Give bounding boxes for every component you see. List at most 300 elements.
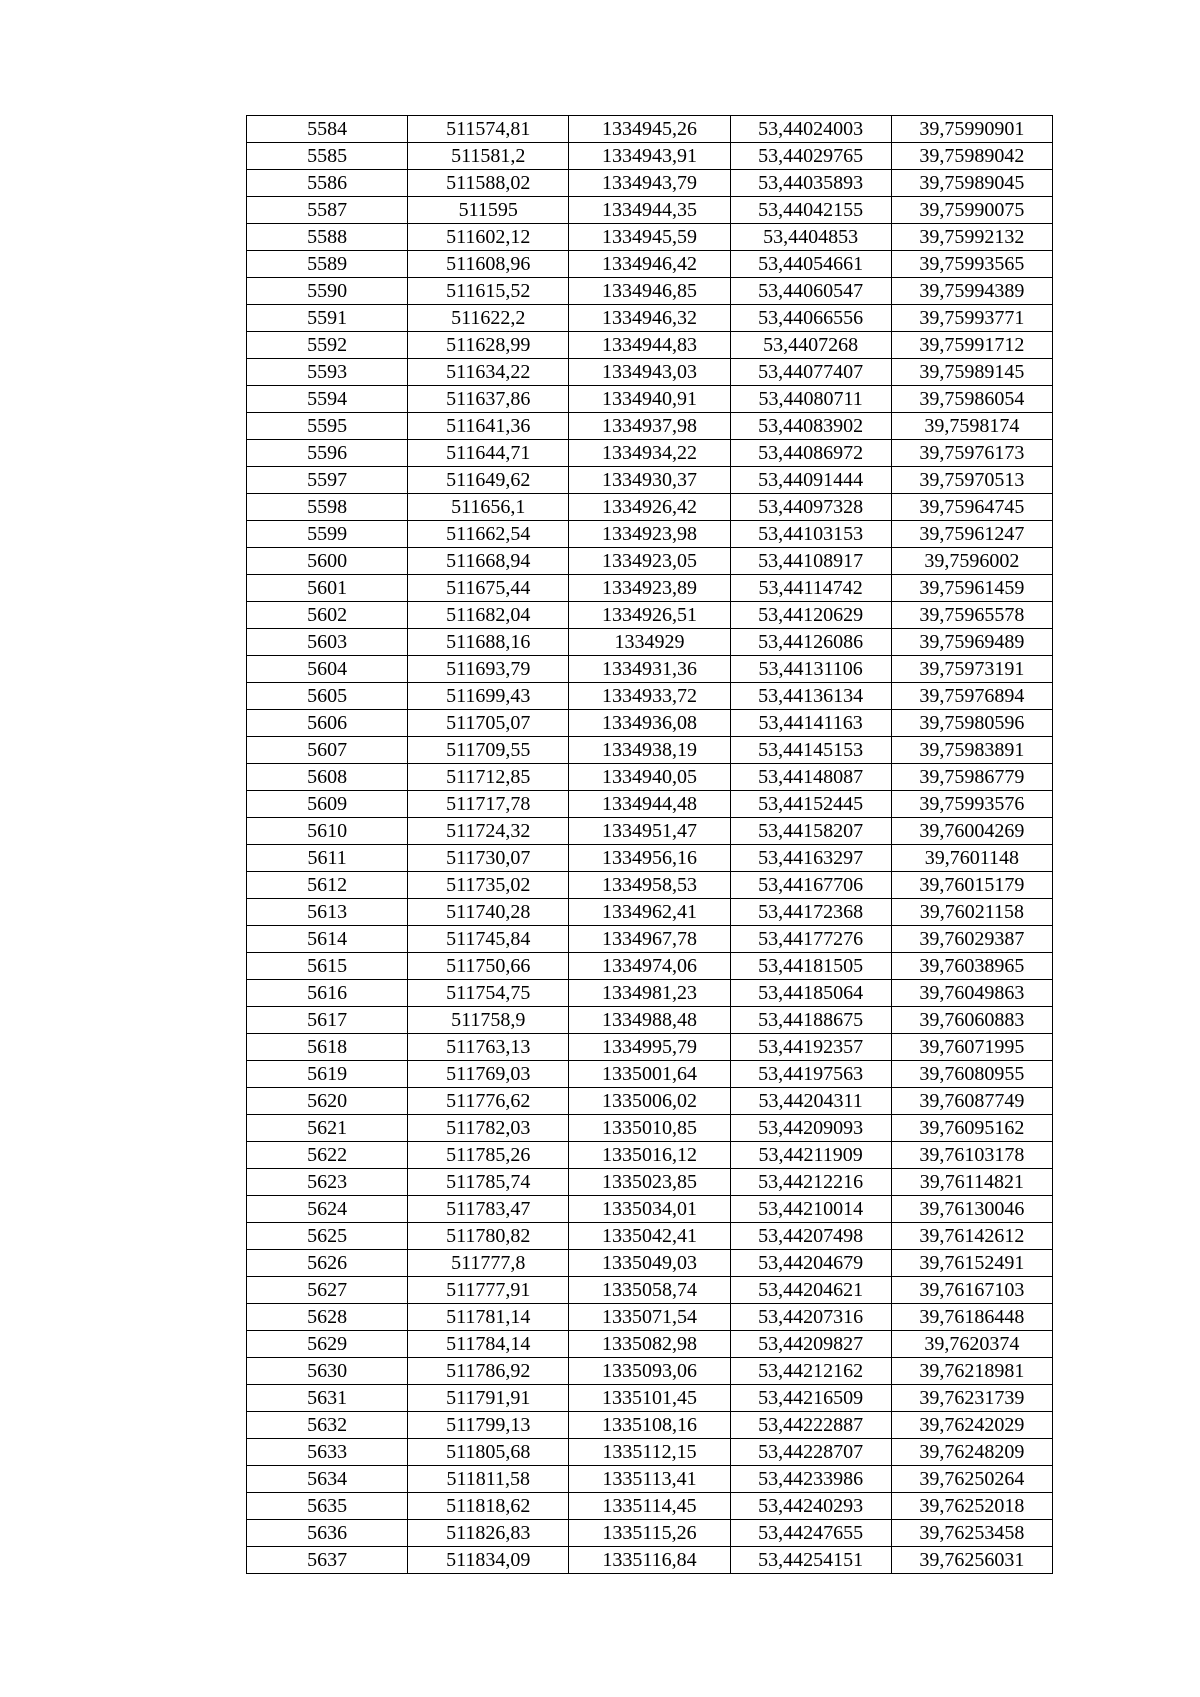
y-coordinate-cell: 1335006,02 — [569, 1088, 730, 1115]
point-number-cell: 5585 — [247, 143, 408, 170]
y-coordinate-cell: 1334956,16 — [569, 845, 730, 872]
point-number-cell: 5603 — [247, 629, 408, 656]
x-coordinate-cell: 511763,13 — [408, 1034, 569, 1061]
longitude-cell: 39,75991712 — [891, 332, 1052, 359]
point-number-cell: 5586 — [247, 170, 408, 197]
x-coordinate-cell: 511595 — [408, 197, 569, 224]
y-coordinate-cell: 1334936,08 — [569, 710, 730, 737]
point-number-cell: 5599 — [247, 521, 408, 548]
y-coordinate-cell: 1334933,72 — [569, 683, 730, 710]
y-coordinate-cell: 1334943,03 — [569, 359, 730, 386]
latitude-cell: 53,44222887 — [730, 1412, 891, 1439]
y-coordinate-cell: 1334923,98 — [569, 521, 730, 548]
table-row — [247, 1304, 1053, 1331]
x-coordinate-cell: 511769,03 — [408, 1061, 569, 1088]
longitude-cell: 39,76252018 — [891, 1493, 1052, 1520]
longitude-cell: 39,75993771 — [891, 305, 1052, 332]
latitude-cell: 53,44204621 — [730, 1277, 891, 1304]
x-coordinate-cell: 511682,04 — [408, 602, 569, 629]
longitude-cell: 39,76242029 — [891, 1412, 1052, 1439]
longitude-cell: 39,75969489 — [891, 629, 1052, 656]
x-coordinate-cell: 511712,85 — [408, 764, 569, 791]
longitude-cell: 39,76167103 — [891, 1277, 1052, 1304]
x-coordinate-cell: 511776,62 — [408, 1088, 569, 1115]
table-row — [247, 1331, 1053, 1358]
table-row — [247, 1466, 1053, 1493]
y-coordinate-cell: 1335010,85 — [569, 1115, 730, 1142]
longitude-cell: 39,75980596 — [891, 710, 1052, 737]
latitude-cell: 53,44141163 — [730, 710, 891, 737]
longitude-cell: 39,76029387 — [891, 926, 1052, 953]
longitude-cell: 39,76250264 — [891, 1466, 1052, 1493]
longitude-cell: 39,76095162 — [891, 1115, 1052, 1142]
longitude-cell: 39,75989145 — [891, 359, 1052, 386]
table-row — [247, 170, 1053, 197]
y-coordinate-cell: 1334945,59 — [569, 224, 730, 251]
x-coordinate-cell: 511784,14 — [408, 1331, 569, 1358]
point-number-cell: 5592 — [247, 332, 408, 359]
longitude-cell: 39,76038965 — [891, 953, 1052, 980]
longitude-cell: 39,7596002 — [891, 548, 1052, 575]
latitude-cell: 53,44029765 — [730, 143, 891, 170]
y-coordinate-cell: 1334934,22 — [569, 440, 730, 467]
latitude-cell: 53,44207498 — [730, 1223, 891, 1250]
table-row — [247, 1439, 1053, 1466]
x-coordinate-cell: 511834,09 — [408, 1547, 569, 1574]
x-coordinate-cell: 511758,9 — [408, 1007, 569, 1034]
longitude-cell: 39,76130046 — [891, 1196, 1052, 1223]
x-coordinate-cell: 511644,71 — [408, 440, 569, 467]
latitude-cell: 53,44108917 — [730, 548, 891, 575]
latitude-cell: 53,44212216 — [730, 1169, 891, 1196]
table-row — [247, 251, 1053, 278]
y-coordinate-cell: 1334940,05 — [569, 764, 730, 791]
y-coordinate-cell: 1335058,74 — [569, 1277, 730, 1304]
x-coordinate-cell: 511730,07 — [408, 845, 569, 872]
point-number-cell: 5604 — [247, 656, 408, 683]
longitude-cell: 39,75961247 — [891, 521, 1052, 548]
latitude-cell: 53,44035893 — [730, 170, 891, 197]
y-coordinate-cell: 1335071,54 — [569, 1304, 730, 1331]
table-row — [247, 1169, 1053, 1196]
y-coordinate-cell: 1334962,41 — [569, 899, 730, 926]
longitude-cell: 39,75994389 — [891, 278, 1052, 305]
y-coordinate-cell: 1334967,78 — [569, 926, 730, 953]
x-coordinate-cell: 511750,66 — [408, 953, 569, 980]
x-coordinate-cell: 511786,92 — [408, 1358, 569, 1385]
y-coordinate-cell: 1334946,42 — [569, 251, 730, 278]
table-row — [247, 332, 1053, 359]
longitude-cell: 39,75976173 — [891, 440, 1052, 467]
x-coordinate-cell: 511602,12 — [408, 224, 569, 251]
latitude-cell: 53,44209093 — [730, 1115, 891, 1142]
longitude-cell: 39,7601148 — [891, 845, 1052, 872]
point-number-cell: 5619 — [247, 1061, 408, 1088]
longitude-cell: 39,75976894 — [891, 683, 1052, 710]
table-row — [247, 1547, 1053, 1574]
y-coordinate-cell: 1334995,79 — [569, 1034, 730, 1061]
y-coordinate-cell: 1334926,51 — [569, 602, 730, 629]
latitude-cell: 53,44114742 — [730, 575, 891, 602]
latitude-cell: 53,44136134 — [730, 683, 891, 710]
point-number-cell: 5596 — [247, 440, 408, 467]
x-coordinate-cell: 511735,02 — [408, 872, 569, 899]
point-number-cell: 5606 — [247, 710, 408, 737]
x-coordinate-cell: 511785,74 — [408, 1169, 569, 1196]
latitude-cell: 53,44126086 — [730, 629, 891, 656]
x-coordinate-cell: 511628,99 — [408, 332, 569, 359]
y-coordinate-cell: 1335023,85 — [569, 1169, 730, 1196]
latitude-cell: 53,44247655 — [730, 1520, 891, 1547]
longitude-cell: 39,75990901 — [891, 116, 1052, 143]
table-row — [247, 1007, 1053, 1034]
longitude-cell: 39,76021158 — [891, 899, 1052, 926]
latitude-cell: 53,44240293 — [730, 1493, 891, 1520]
point-number-cell: 5635 — [247, 1493, 408, 1520]
longitude-cell: 39,75989045 — [891, 170, 1052, 197]
point-number-cell: 5601 — [247, 575, 408, 602]
point-number-cell: 5637 — [247, 1547, 408, 1574]
point-number-cell: 5622 — [247, 1142, 408, 1169]
y-coordinate-cell: 1334943,79 — [569, 170, 730, 197]
latitude-cell: 53,44204679 — [730, 1250, 891, 1277]
x-coordinate-cell: 511688,16 — [408, 629, 569, 656]
table-row — [247, 1088, 1053, 1115]
longitude-cell: 39,76114821 — [891, 1169, 1052, 1196]
longitude-cell: 39,75961459 — [891, 575, 1052, 602]
table-row — [247, 224, 1053, 251]
longitude-cell: 39,76071995 — [891, 1034, 1052, 1061]
latitude-cell: 53,44103153 — [730, 521, 891, 548]
point-number-cell: 5602 — [247, 602, 408, 629]
y-coordinate-cell: 1334944,48 — [569, 791, 730, 818]
latitude-cell: 53,44066556 — [730, 305, 891, 332]
table-row — [247, 683, 1053, 710]
latitude-cell: 53,44210014 — [730, 1196, 891, 1223]
longitude-cell: 39,76231739 — [891, 1385, 1052, 1412]
table-row — [247, 1493, 1053, 1520]
y-coordinate-cell: 1334945,26 — [569, 116, 730, 143]
table-row — [247, 1115, 1053, 1142]
point-number-cell: 5612 — [247, 872, 408, 899]
longitude-cell: 39,75973191 — [891, 656, 1052, 683]
x-coordinate-cell: 511709,55 — [408, 737, 569, 764]
point-number-cell: 5587 — [247, 197, 408, 224]
latitude-cell: 53,44177276 — [730, 926, 891, 953]
y-coordinate-cell: 1334944,83 — [569, 332, 730, 359]
point-number-cell: 5627 — [247, 1277, 408, 1304]
y-coordinate-cell: 1334946,32 — [569, 305, 730, 332]
x-coordinate-cell: 511588,02 — [408, 170, 569, 197]
latitude-cell: 53,44054661 — [730, 251, 891, 278]
x-coordinate-cell: 511805,68 — [408, 1439, 569, 1466]
longitude-cell: 39,75993576 — [891, 791, 1052, 818]
table-row — [247, 1277, 1053, 1304]
y-coordinate-cell: 1334938,19 — [569, 737, 730, 764]
longitude-cell: 39,75989042 — [891, 143, 1052, 170]
x-coordinate-cell: 511608,96 — [408, 251, 569, 278]
x-coordinate-cell: 511717,78 — [408, 791, 569, 818]
x-coordinate-cell: 511675,44 — [408, 575, 569, 602]
latitude-cell: 53,44152445 — [730, 791, 891, 818]
x-coordinate-cell: 511574,81 — [408, 116, 569, 143]
latitude-cell: 53,44204311 — [730, 1088, 891, 1115]
y-coordinate-cell: 1334940,91 — [569, 386, 730, 413]
table-row — [247, 926, 1053, 953]
latitude-cell: 53,44097328 — [730, 494, 891, 521]
point-number-cell: 5589 — [247, 251, 408, 278]
y-coordinate-cell: 1334951,47 — [569, 818, 730, 845]
x-coordinate-cell: 511724,32 — [408, 818, 569, 845]
latitude-cell: 53,44211909 — [730, 1142, 891, 1169]
y-coordinate-cell: 1335082,98 — [569, 1331, 730, 1358]
y-coordinate-cell: 1334930,37 — [569, 467, 730, 494]
y-coordinate-cell: 1334931,36 — [569, 656, 730, 683]
x-coordinate-cell: 511791,91 — [408, 1385, 569, 1412]
table-row — [247, 305, 1053, 332]
table-row — [247, 737, 1053, 764]
point-number-cell: 5588 — [247, 224, 408, 251]
table-row — [247, 1142, 1053, 1169]
latitude-cell: 53,44120629 — [730, 602, 891, 629]
table-row — [247, 764, 1053, 791]
point-number-cell: 5616 — [247, 980, 408, 1007]
table-row — [247, 602, 1053, 629]
x-coordinate-cell: 511699,43 — [408, 683, 569, 710]
point-number-cell: 5631 — [247, 1385, 408, 1412]
y-coordinate-cell: 1334946,85 — [569, 278, 730, 305]
latitude-cell: 53,44083902 — [730, 413, 891, 440]
x-coordinate-cell: 511637,86 — [408, 386, 569, 413]
point-number-cell: 5595 — [247, 413, 408, 440]
x-coordinate-cell: 511641,36 — [408, 413, 569, 440]
point-number-cell: 5594 — [247, 386, 408, 413]
table-row — [247, 359, 1053, 386]
point-number-cell: 5605 — [247, 683, 408, 710]
latitude-cell: 53,44145153 — [730, 737, 891, 764]
longitude-cell: 39,75964745 — [891, 494, 1052, 521]
point-number-cell: 5611 — [247, 845, 408, 872]
table-row — [247, 440, 1053, 467]
table-row — [247, 1061, 1053, 1088]
latitude-cell: 53,44192357 — [730, 1034, 891, 1061]
latitude-cell: 53,44091444 — [730, 467, 891, 494]
table-row — [247, 1250, 1053, 1277]
latitude-cell: 53,44086972 — [730, 440, 891, 467]
point-number-cell: 5633 — [247, 1439, 408, 1466]
table-row — [247, 197, 1053, 224]
longitude-cell: 39,75990075 — [891, 197, 1052, 224]
y-coordinate-cell: 1334923,89 — [569, 575, 730, 602]
longitude-cell: 39,75983891 — [891, 737, 1052, 764]
latitude-cell: 53,44131106 — [730, 656, 891, 683]
table-row — [247, 791, 1053, 818]
x-coordinate-cell: 511693,79 — [408, 656, 569, 683]
point-number-cell: 5597 — [247, 467, 408, 494]
y-coordinate-cell: 1334944,35 — [569, 197, 730, 224]
table-row — [247, 1385, 1053, 1412]
longitude-cell: 39,76142612 — [891, 1223, 1052, 1250]
latitude-cell: 53,4404853 — [730, 224, 891, 251]
table-row — [247, 1412, 1053, 1439]
y-coordinate-cell: 1335112,15 — [569, 1439, 730, 1466]
latitude-cell: 53,4407268 — [730, 332, 891, 359]
x-coordinate-cell: 511799,13 — [408, 1412, 569, 1439]
latitude-cell: 53,44185064 — [730, 980, 891, 1007]
y-coordinate-cell: 1334923,05 — [569, 548, 730, 575]
x-coordinate-cell: 511826,83 — [408, 1520, 569, 1547]
point-number-cell: 5630 — [247, 1358, 408, 1385]
latitude-cell: 53,44077407 — [730, 359, 891, 386]
table-row — [247, 575, 1053, 602]
longitude-cell: 39,75970513 — [891, 467, 1052, 494]
point-number-cell: 5620 — [247, 1088, 408, 1115]
latitude-cell: 53,44207316 — [730, 1304, 891, 1331]
y-coordinate-cell: 1335116,84 — [569, 1547, 730, 1574]
latitude-cell: 53,44167706 — [730, 872, 891, 899]
point-number-cell: 5609 — [247, 791, 408, 818]
y-coordinate-cell: 1335101,45 — [569, 1385, 730, 1412]
table-row — [247, 1034, 1053, 1061]
table-row — [247, 629, 1053, 656]
latitude-cell: 53,44163297 — [730, 845, 891, 872]
latitude-cell: 53,44148087 — [730, 764, 891, 791]
table-row — [247, 899, 1053, 926]
x-coordinate-cell: 511745,84 — [408, 926, 569, 953]
longitude-cell: 39,76103178 — [891, 1142, 1052, 1169]
table-row — [247, 494, 1053, 521]
point-number-cell: 5584 — [247, 116, 408, 143]
x-coordinate-cell: 511777,8 — [408, 1250, 569, 1277]
latitude-cell: 53,44181505 — [730, 953, 891, 980]
longitude-cell: 39,75986054 — [891, 386, 1052, 413]
longitude-cell: 39,75992132 — [891, 224, 1052, 251]
longitude-cell: 39,76186448 — [891, 1304, 1052, 1331]
latitude-cell: 53,44254151 — [730, 1547, 891, 1574]
point-number-cell: 5626 — [247, 1250, 408, 1277]
longitude-cell: 39,75986779 — [891, 764, 1052, 791]
longitude-cell: 39,76080955 — [891, 1061, 1052, 1088]
x-coordinate-cell: 511649,62 — [408, 467, 569, 494]
longitude-cell: 39,76049863 — [891, 980, 1052, 1007]
longitude-cell: 39,7620374 — [891, 1331, 1052, 1358]
y-coordinate-cell: 1334937,98 — [569, 413, 730, 440]
point-number-cell: 5623 — [247, 1169, 408, 1196]
y-coordinate-cell: 1335093,06 — [569, 1358, 730, 1385]
x-coordinate-cell: 511705,07 — [408, 710, 569, 737]
longitude-cell: 39,76253458 — [891, 1520, 1052, 1547]
y-coordinate-cell: 1335115,26 — [569, 1520, 730, 1547]
table-row — [247, 386, 1053, 413]
longitude-cell: 39,75965578 — [891, 602, 1052, 629]
table-row — [247, 818, 1053, 845]
point-number-cell: 5615 — [247, 953, 408, 980]
longitude-cell: 39,76218981 — [891, 1358, 1052, 1385]
x-coordinate-cell: 511662,54 — [408, 521, 569, 548]
x-coordinate-cell: 511780,82 — [408, 1223, 569, 1250]
latitude-cell: 53,44209827 — [730, 1331, 891, 1358]
point-number-cell: 5607 — [247, 737, 408, 764]
x-coordinate-cell: 511740,28 — [408, 899, 569, 926]
table-row — [247, 467, 1053, 494]
y-coordinate-cell: 1335034,01 — [569, 1196, 730, 1223]
point-number-cell: 5625 — [247, 1223, 408, 1250]
table-row — [247, 548, 1053, 575]
y-coordinate-cell: 1335049,03 — [569, 1250, 730, 1277]
point-number-cell: 5614 — [247, 926, 408, 953]
x-coordinate-cell: 511777,91 — [408, 1277, 569, 1304]
x-coordinate-cell: 511581,2 — [408, 143, 569, 170]
x-coordinate-cell: 511782,03 — [408, 1115, 569, 1142]
point-number-cell: 5634 — [247, 1466, 408, 1493]
latitude-cell: 53,44228707 — [730, 1439, 891, 1466]
point-number-cell: 5618 — [247, 1034, 408, 1061]
point-number-cell: 5632 — [247, 1412, 408, 1439]
table-row — [247, 1520, 1053, 1547]
latitude-cell: 53,44024003 — [730, 116, 891, 143]
point-number-cell: 5598 — [247, 494, 408, 521]
point-number-cell: 5629 — [247, 1331, 408, 1358]
latitude-cell: 53,44233986 — [730, 1466, 891, 1493]
latitude-cell: 53,44042155 — [730, 197, 891, 224]
longitude-cell: 39,76248209 — [891, 1439, 1052, 1466]
x-coordinate-cell: 511668,94 — [408, 548, 569, 575]
coordinates-table-body — [247, 116, 1053, 1574]
y-coordinate-cell: 1334981,23 — [569, 980, 730, 1007]
y-coordinate-cell: 1335042,41 — [569, 1223, 730, 1250]
y-coordinate-cell: 1335114,45 — [569, 1493, 730, 1520]
y-coordinate-cell: 1334929 — [569, 629, 730, 656]
y-coordinate-cell: 1335016,12 — [569, 1142, 730, 1169]
point-number-cell: 5624 — [247, 1196, 408, 1223]
y-coordinate-cell: 1334943,91 — [569, 143, 730, 170]
point-number-cell: 5591 — [247, 305, 408, 332]
table-row — [247, 278, 1053, 305]
y-coordinate-cell: 1335113,41 — [569, 1466, 730, 1493]
table-row — [247, 1223, 1053, 1250]
table-row — [247, 845, 1053, 872]
longitude-cell: 39,76060883 — [891, 1007, 1052, 1034]
latitude-cell: 53,44172368 — [730, 899, 891, 926]
longitude-cell: 39,76152491 — [891, 1250, 1052, 1277]
x-coordinate-cell: 511781,14 — [408, 1304, 569, 1331]
x-coordinate-cell: 511656,1 — [408, 494, 569, 521]
longitude-cell: 39,76087749 — [891, 1088, 1052, 1115]
x-coordinate-cell: 511615,52 — [408, 278, 569, 305]
point-number-cell: 5610 — [247, 818, 408, 845]
y-coordinate-cell: 1334988,48 — [569, 1007, 730, 1034]
latitude-cell: 53,44060547 — [730, 278, 891, 305]
table-row — [247, 1358, 1053, 1385]
point-number-cell: 5600 — [247, 548, 408, 575]
point-number-cell: 5613 — [247, 899, 408, 926]
longitude-cell: 39,75993565 — [891, 251, 1052, 278]
table-row — [247, 872, 1053, 899]
y-coordinate-cell: 1334926,42 — [569, 494, 730, 521]
point-number-cell: 5608 — [247, 764, 408, 791]
x-coordinate-cell: 511783,47 — [408, 1196, 569, 1223]
x-coordinate-cell: 511811,58 — [408, 1466, 569, 1493]
x-coordinate-cell: 511785,26 — [408, 1142, 569, 1169]
y-coordinate-cell: 1334974,06 — [569, 953, 730, 980]
table-row — [247, 143, 1053, 170]
latitude-cell: 53,44188675 — [730, 1007, 891, 1034]
table-row — [247, 710, 1053, 737]
y-coordinate-cell: 1335001,64 — [569, 1061, 730, 1088]
x-coordinate-cell: 511622,2 — [408, 305, 569, 332]
longitude-cell: 39,76015179 — [891, 872, 1052, 899]
table-row — [247, 656, 1053, 683]
